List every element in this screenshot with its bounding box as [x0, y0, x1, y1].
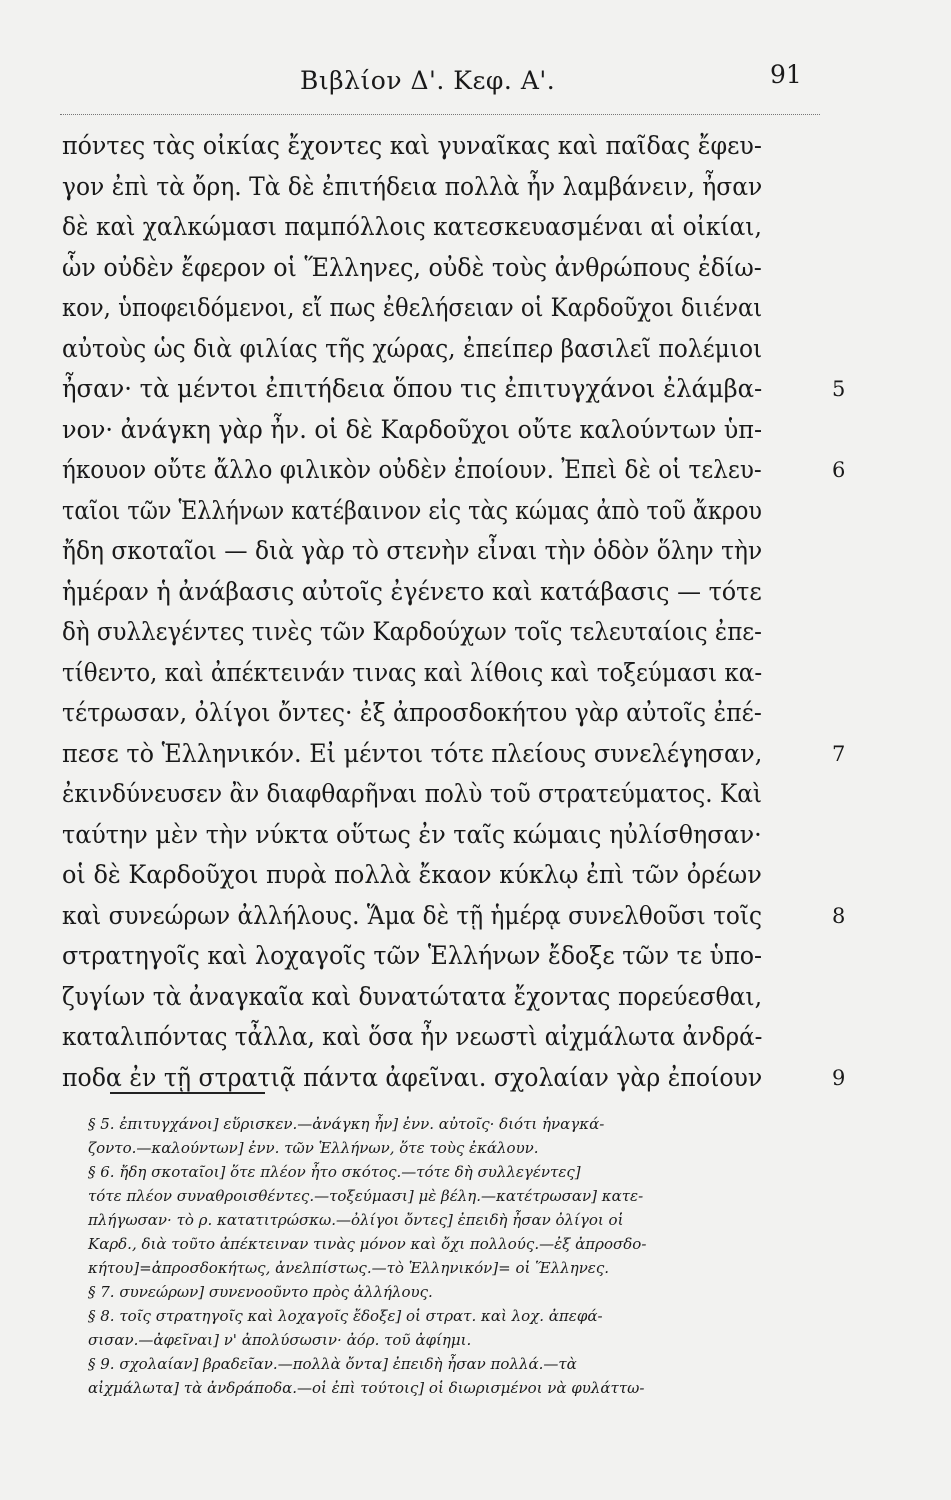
text-line [62, 410, 852, 451]
running-head: Βιβλίον Δ'. Κεφ. Α'. [300, 66, 556, 95]
section-number: 7 [832, 741, 846, 766]
text-line-content: καταλιπόντας τἆλλα, καὶ ὅσα ἦν νεωστὶ αἰχμάλωτα ἀνδρά- [62, 1022, 763, 1052]
text-line [62, 329, 852, 370]
text-line [62, 774, 852, 815]
text-line-content: πόντες τὰς οἰκίας ἔχοντες καὶ γυναῖκας καὶ παῖδας ἔφευ- [62, 131, 762, 161]
footnote-line: κήτου]=ἀπροσδοκήτως, ἀνελπίστως.—τὸ Ἑλληνικόν]= οἱ Ἕλληνες. [88, 1259, 610, 1277]
text-line-content: ταῖοι τῶν Ἑλλήνων κατέβαινον εἰς τὰς κώμας ἀπὸ τοῦ ἄκρου [62, 495, 762, 526]
text-line-content: ήκουον οὔτε ἄλλο φιλικὸν οὐδὲν ἐποίουν. Ἐπεὶ δὲ οἱ τελευ- [62, 455, 762, 485]
text-line [62, 693, 852, 734]
footnote-line: αἰχμάλωτα] τὰ ἀνδράποδα.—οἱ ἐπὶ τούτοις] οἱ διωρισμένοι νὰ φυλάττω- [88, 1379, 645, 1397]
text-line-content: ὧν οὐδὲν ἔφερον οἱ Ἕλληνες, οὐδὲ τοὺς ἀνθρώπους ἐδίω- [62, 252, 762, 283]
text-line [62, 288, 852, 329]
main-text [62, 126, 852, 1098]
footnote-rule [110, 1092, 265, 1094]
footnote-line: § 6. ἤδη σκοταῖοι] ὅτε πλέον ἦτο σκότος.—τότε δὴ συλλεγέντες] [88, 1163, 581, 1181]
text-line-content: ἐκινδύνευσεν ἂν διαφθαρῆναι πολὺ τοῦ στρατεύματος. Καὶ [62, 779, 762, 809]
footnote-line: § 5. ἐπιτυγχάνοι] εὕρισκεν.—ἀνάγκη ἦν] ἐνν. αὐτοῖς· διότι ἠναγκά- [88, 1115, 605, 1133]
text-line [62, 369, 852, 410]
text-line-content: δὲ καὶ χαλκώμασι παμπόλλοις κατεσκευασμέναι αἱ οἰκίαι, [62, 212, 762, 242]
text-line-content: αὐτοὺς ὡς διὰ φιλίας τῆς χώρας, ἐπείπερ βασιλεῖ πολέμιοι [62, 333, 763, 364]
text-line [62, 855, 852, 896]
text-line [62, 612, 852, 653]
footnote-line: πλήγωσαν· τὸ ρ. κατατιτρώσκω.—ὀλίγοι ὄντες] ἐπειδὴ ἦσαν ὀλίγοι οἱ [88, 1211, 624, 1229]
text-line-content: ἡμέραν ἡ ἀνάβασις αὐτοῖς ἐγένετο καὶ κατάβασις — τότε [62, 576, 762, 607]
text-line [62, 126, 852, 167]
text-line-content: στρατηγοῖς καὶ λοχαγοῖς τῶν Ἑλλήνων ἔδοξε τῶν τε ὑπο- [62, 941, 763, 971]
footnote-line: § 9. σχολαίαν] βραδεῖαν.—πολλὰ ὄντα] ἐπειδὴ ἦσαν πολλά.—τὰ [88, 1355, 577, 1373]
text-line-content: καὶ συνεώρων ἀλλήλους. Ἅμα δὲ τῇ ἡμέρᾳ συνελθοῦσι τοῖς [62, 900, 762, 931]
text-line [62, 207, 852, 248]
text-line [62, 491, 852, 532]
text-line-content: πεσε τὸ Ἑλληνικόν. Εἰ μέντοι τότε πλείους συνελέγησαν, [62, 738, 763, 769]
text-line [62, 734, 852, 775]
footnotes [88, 1112, 848, 1400]
text-line [62, 167, 852, 208]
text-line-content: ταύτην μὲν τὴν νύκτα οὕτως ἐν ταῖς κώμαις ηὐλίσθησαν· [62, 819, 762, 850]
text-line-content: ἤδη σκοταῖοι — διὰ γὰρ τὸ στενὴν εἶναι τὴν ὁδὸν ὅλην τὴν [62, 536, 763, 566]
text-line-content: τίθεντο, καὶ ἀπέκτεινάν τινας καὶ λίθοις καὶ τοξεύμασι κα- [62, 657, 763, 688]
footnote-line: τότε πλέον συναθροισθέντες.—τοξεύμασι] μὲ βέλη.—κατέτρωσαν] κατε- [88, 1187, 644, 1205]
text-line-content: ζυγίων τὰ ἀναγκαῖα καὶ δυνατώτατα ἔχοντας πορεύεσθαι, [62, 981, 763, 1012]
text-line [62, 653, 852, 694]
section-number: 8 [832, 903, 846, 928]
footnote-line: σισαν.—ἀφεῖναι] ν' ἀπολύσωσιν· ἀόρ. τοῦ ἀφίημι. [88, 1331, 472, 1349]
section-number: 6 [832, 458, 846, 482]
text-line [62, 936, 852, 977]
text-line [62, 977, 852, 1018]
section-number: 5 [832, 377, 846, 401]
text-line-content: οἱ δὲ Καρδοῦχοι πυρὰ πολλὰ ἔκαον κύκλῳ ἐπὶ τῶν ὀρέων [62, 860, 762, 890]
text-line-content: ποδα ἐν τῇ στρατιᾷ πάντα ἀφεῖναι. σχολαίαν γὰρ ἐποίουν [62, 1062, 763, 1093]
text-line [62, 531, 852, 572]
footnote-line: § 7. συνεώρων] συνενοοῦντο πρὸς ἀλλήλους. [88, 1283, 433, 1301]
section-number: 9 [832, 1065, 846, 1090]
text-line-content: τέτρωσαν, ὀλίγοι ὄντες· ἐξ ἀπροσδοκήτου γὰρ αὐτοῖς ἐπέ- [62, 698, 762, 728]
footnote-line: § 8. τοῖς στρατηγοῖς καὶ λοχαγοῖς ἔδοξε] οἱ στρατ. καὶ λοχ. ἀπεφά- [88, 1307, 603, 1325]
footnote-line: ζοντο.—καλούντων] ἐνν. τῶν Ἑλλήνων, ὅτε τοὺς ἐκάλουν. [88, 1139, 539, 1157]
text-line-content: νον· ἀνάγκη γὰρ ἦν. οἱ δὲ Καρδοῦχοι οὔτε καλούντων ὑπ- [62, 414, 763, 445]
text-line [62, 572, 852, 613]
text-line-content: κον, ὑποφειδόμενοι, εἴ πως ἐθελήσειαν οἱ Καρδοῦχοι διιέναι [62, 293, 763, 323]
text-line [62, 248, 852, 289]
text-line-content: ἦσαν· τὰ μέντοι ἐπιτήδεια ὅπου τις ἐπιτυγχάνοι ἐλάμβα- [62, 374, 763, 404]
header-rule [60, 114, 820, 115]
text-line-content: γον ἐπὶ τὰ ὄρη. Τὰ δὲ ἐπιτήδεια πολλὰ ἦν λαμβάνειν, ἦσαν [62, 171, 763, 202]
footnote-line: Καρδ., διὰ τοῦτο ἀπέκτειναν τινὰς μόνον καὶ ὄχι πολλούς.—ἐξ ἀπροσδο- [88, 1235, 647, 1253]
page-header [0, 52, 951, 96]
text-line-content: δὴ συλλεγέντες τινὲς τῶν Καρδούχων τοῖς τελευταίοις ἐπε- [62, 617, 762, 647]
text-line [62, 815, 852, 856]
text-line [62, 896, 852, 937]
text-line [62, 1017, 852, 1058]
page-number: 91 [770, 60, 802, 89]
text-line [62, 450, 852, 491]
